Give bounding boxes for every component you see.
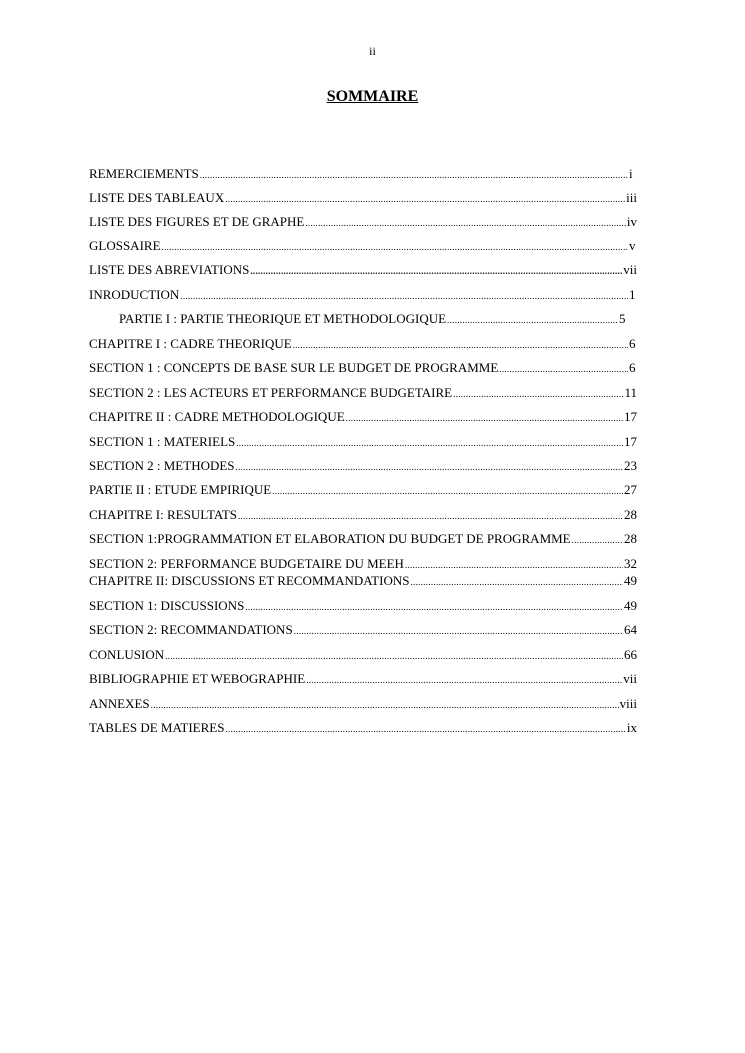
toc-entry-page: 23 [624, 458, 637, 473]
toc-entry-section-1-materiels[interactable] [89, 433, 637, 451]
toc-dot-leader [245, 598, 623, 616]
toc-entry-bibliographie[interactable] [89, 670, 637, 688]
toc-entry-label: CHAPITRE I : CADRE THEORIQUE [89, 336, 292, 351]
toc-entry-chapitre-1-resultats[interactable] [89, 506, 637, 524]
toc-entry-label: CHAPITRE I: RESULTATS [89, 507, 237, 522]
toc-entry-partie-2[interactable] [89, 481, 637, 499]
toc-entry-section-1-programmation[interactable] [89, 530, 637, 548]
toc-entry-chapitre-2-cadre-methodologique[interactable] [89, 408, 637, 426]
toc-dot-leader [306, 671, 622, 689]
toc-entry-label: LISTE DES FIGURES ET DE GRAPHE [89, 214, 305, 229]
toc-dot-leader [447, 311, 618, 329]
toc-entry-page: 17 [624, 409, 637, 424]
toc-entry-page: vii [623, 671, 637, 686]
toc-dot-leader [225, 190, 625, 208]
toc-entry-page: 28 [624, 531, 637, 546]
toc-dot-leader [499, 360, 628, 378]
toc-entry-page: 11 [624, 385, 637, 400]
toc-entry-page: 17 [624, 434, 637, 449]
toc-dot-leader [346, 409, 623, 427]
toc-entry-page: iii [626, 190, 637, 205]
toc-entry-page: 27 [624, 482, 637, 497]
toc-entry-label: ANNEXES [89, 696, 150, 711]
toc-entry-introduction[interactable] [89, 286, 637, 304]
toc-dot-leader [225, 720, 625, 738]
toc-entry-tables-de-matieres[interactable] [89, 719, 637, 737]
toc-entry-label: CHAPITRE II: DISCUSSIONS ET RECOMMANDATIONS [89, 573, 410, 588]
toc-entry-label: CHAPITRE II : CADRE METHODOLOGIQUE [89, 409, 345, 424]
toc-entry-label: TABLES DE MATIERES [89, 720, 225, 735]
toc-entry-page: 1 [629, 287, 636, 302]
toc-entry-section-1-discussions[interactable] [89, 597, 637, 615]
toc-entry-label: SECTION 1 : CONCEPTS DE BASE SUR LE BUDGET DE PROGRAMME [89, 360, 499, 375]
toc-dot-leader [294, 622, 623, 640]
toc-entry-page: viii [619, 696, 637, 711]
toc-entry-label: SECTION 2: PERFORMANCE BUDGETAIRE DU MEEH [89, 556, 404, 571]
toc-dot-leader [200, 166, 628, 184]
toc-entry-label: GLOSSAIRE [89, 238, 161, 253]
toc-dot-leader [410, 573, 623, 591]
toc-entry-page: iv [626, 214, 637, 229]
toc-entry-page: 49 [624, 573, 637, 588]
toc-entry-label: SECTION 2 : LES ACTEURS ET PERFORMANCE BUDGETAIRE [89, 385, 453, 400]
toc-entry-page: 6 [629, 360, 636, 375]
toc-entry-chapitre-2-discussions[interactable] [89, 572, 637, 590]
toc-entry-label: INRODUCTION [89, 287, 180, 302]
toc-entry-glossaire[interactable] [89, 237, 637, 255]
toc-entry-label: BIBLIOGRAPHIE ET WEBOGRAPHIE [89, 671, 306, 686]
toc-dot-leader [151, 696, 619, 714]
toc-dot-leader [180, 287, 628, 305]
toc-entry-section-1-concepts[interactable] [89, 359, 637, 377]
toc-entry-page: 64 [624, 622, 637, 637]
toc-entry-label: REMERCIEMENTS [89, 166, 199, 181]
toc-entry-section-2-recommandations[interactable] [89, 621, 637, 639]
toc-entry-page: i [629, 166, 633, 181]
toc-entry-liste-des-figures[interactable] [89, 213, 637, 231]
toc-entry-chapitre-1-cadre-theorique[interactable] [89, 335, 637, 353]
toc-entry-page: 5 [619, 311, 626, 326]
toc-entry-partie-1[interactable] [119, 310, 627, 328]
toc-dot-leader [272, 482, 623, 500]
toc-entry-liste-des-abreviations[interactable] [89, 261, 637, 279]
toc-dot-leader [572, 531, 623, 549]
toc-dot-leader [250, 262, 622, 280]
page-title: SOMMAIRE [326, 88, 419, 105]
page-number: ii [369, 44, 376, 58]
toc-entry-section-2-performance[interactable] [89, 555, 637, 573]
toc-entry-remerciements[interactable] [89, 165, 637, 183]
toc-entry-label: LISTE DES ABREVIATIONS [89, 262, 250, 277]
toc-dot-leader [293, 336, 628, 354]
toc-entry-label: PARTIE I : PARTIE THEORIQUE ET METHODOLOGIQUE [119, 311, 447, 326]
toc-entry-conclusion[interactable] [89, 646, 637, 664]
toc-entry-label: SECTION 1 : MATERIELS [89, 434, 236, 449]
toc-entry-label: SECTION 1: DISCUSSIONS [89, 598, 245, 613]
toc-dot-leader [236, 434, 623, 452]
toc-entry-page: 6 [629, 336, 636, 351]
toc-dot-leader [165, 647, 623, 665]
toc-entry-label: LISTE DES TABLEAUX [89, 190, 225, 205]
toc-entry-annexes[interactable] [89, 695, 637, 713]
toc-dot-leader [453, 385, 623, 403]
toc-entry-label: CONLUSION [89, 647, 165, 662]
toc-entry-page: ix [626, 720, 637, 735]
toc-entry-label: SECTION 2 : METHODES [89, 458, 235, 473]
toc-dot-leader [305, 214, 626, 232]
toc-entry-label: SECTION 2: RECOMMANDATIONS [89, 622, 293, 637]
toc-entry-page: 49 [624, 598, 637, 613]
toc-entry-section-2-acteurs[interactable] [89, 384, 637, 402]
toc-entry-page: vii [623, 262, 637, 277]
toc-entry-label: SECTION 1:PROGRAMMATION ET ELABORATION DU BUDGET DE PROGRAMME [89, 531, 571, 546]
toc-dot-leader [162, 238, 628, 256]
toc-dot-leader [236, 458, 623, 476]
toc-entry-page: 32 [624, 556, 637, 571]
toc-dot-leader [238, 507, 623, 525]
toc-entry-section-2-methodes[interactable] [89, 457, 637, 475]
toc-entry-page: 66 [624, 647, 637, 662]
toc-entry-page: 28 [624, 507, 637, 522]
toc-entry-liste-des-tableaux[interactable] [89, 189, 637, 207]
toc-entry-page: v [629, 238, 636, 253]
toc-entry-label: PARTIE II : ETUDE EMPIRIQUE [89, 482, 272, 497]
